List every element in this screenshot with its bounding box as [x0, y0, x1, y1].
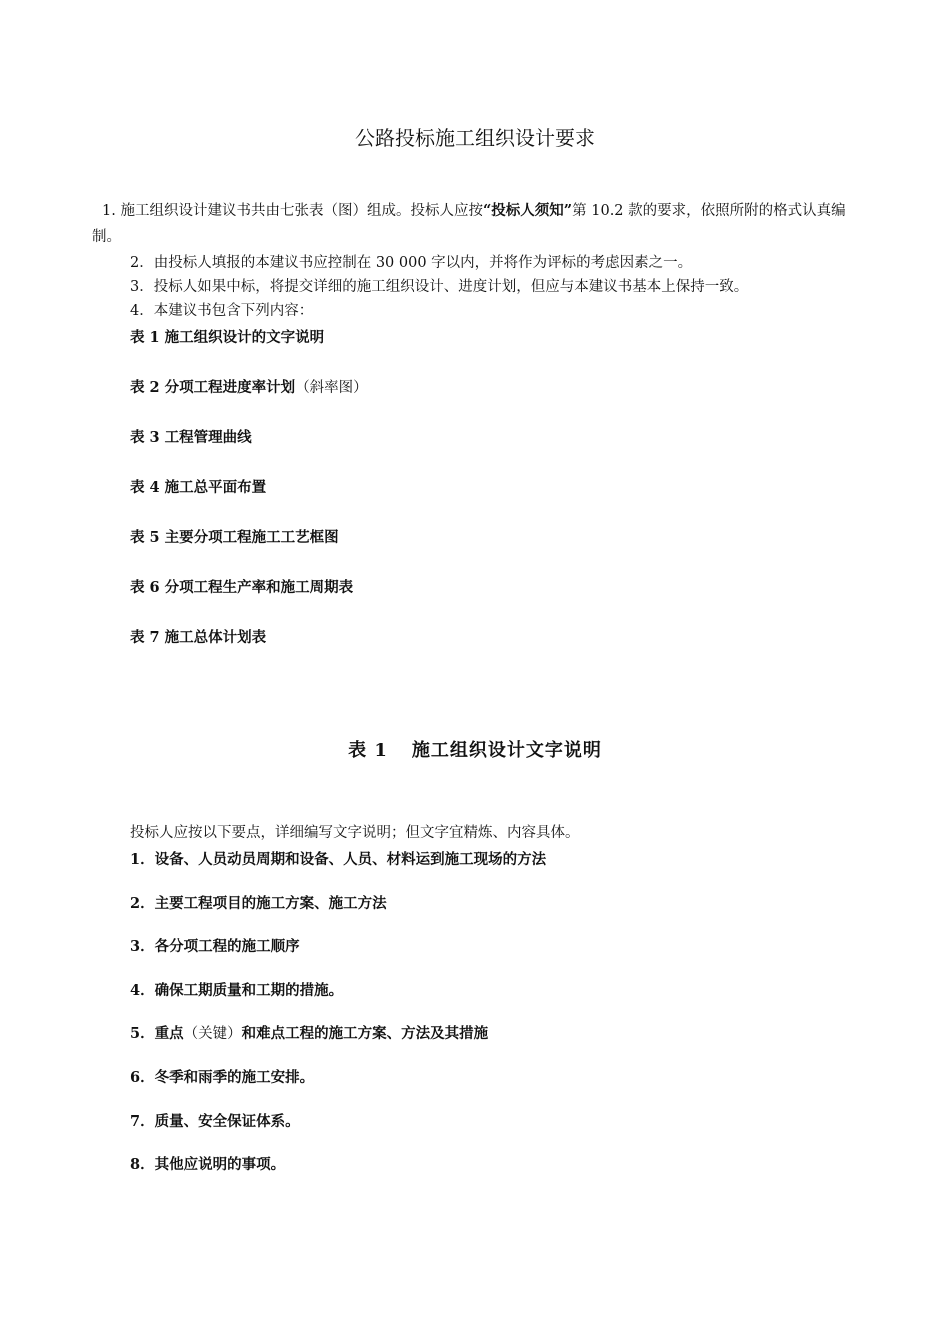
section-title-prefix: 表 1 — [348, 740, 388, 761]
section-title-text: 施工组织设计文字说明 — [411, 740, 602, 761]
document-title: 公路投标施工组织设计要求 — [355, 126, 595, 150]
table-list-item: 表 2 分项工程进度率计划（斜率图） — [130, 379, 368, 396]
paragraph-1 — [92, 198, 872, 250]
list-item: 3．各分项工程的施工顺序 — [130, 938, 300, 955]
paragraph-1-tail: 第 10.2 款的要求，依照所附的格式认真编制。 — [92, 203, 846, 245]
list-item: 7．质量、安全保证体系。 — [130, 1113, 300, 1130]
list-item: 8．其他应说明的事项。 — [130, 1156, 286, 1173]
paragraph-4: 4．本建议书包含下列内容： — [130, 303, 314, 319]
table-list-item: 表 4 施工总平面布置 — [130, 479, 267, 496]
section-intro: 投标人应按以下要点，详细编写文字说明；但文字宜精炼、内容具体。 — [130, 825, 580, 841]
table-list-item: 表 7 施工总体计划表 — [130, 629, 267, 646]
table-list-item: 表 6 分项工程生产率和施工周期表 — [130, 579, 354, 596]
paragraph-1-text: 1. 施工组织设计建议书共由七张表（图）组成。投标人应按 — [102, 203, 483, 219]
list-item: 4．确保工期质量和工期的措施。 — [130, 982, 344, 999]
table-list-item: 表 1 施工组织设计的文字说明 — [130, 329, 325, 346]
table-list-item: 表 5 主要分项工程施工工艺框图 — [130, 529, 339, 546]
list-item: 5．重点（关键）和难点工程的施工方案、方法及其措施 — [130, 1025, 489, 1042]
table-list-item: 表 3 工程管理曲线 — [130, 429, 252, 446]
paragraph-3: 3．投标人如果中标，将提交详细的施工组织设计、进度计划，但应与本建议书基本上保持一致。 — [130, 279, 749, 295]
list-item: 6．冬季和雨季的施工安排。 — [130, 1069, 315, 1086]
section-title — [0, 736, 950, 762]
paragraph-1-bold: “投标人须知” — [482, 202, 573, 219]
list-item: 2．主要工程项目的施工方案、施工方法 — [130, 895, 387, 912]
list-item: 1．设备、人员动员周期和设备、人员、材料运到施工现场的方法 — [130, 851, 547, 868]
paragraph-2: 2．由投标人填报的本建议书应控制在 30 000 字以内，并将作为评标的考虑因素之一。 — [130, 255, 693, 271]
